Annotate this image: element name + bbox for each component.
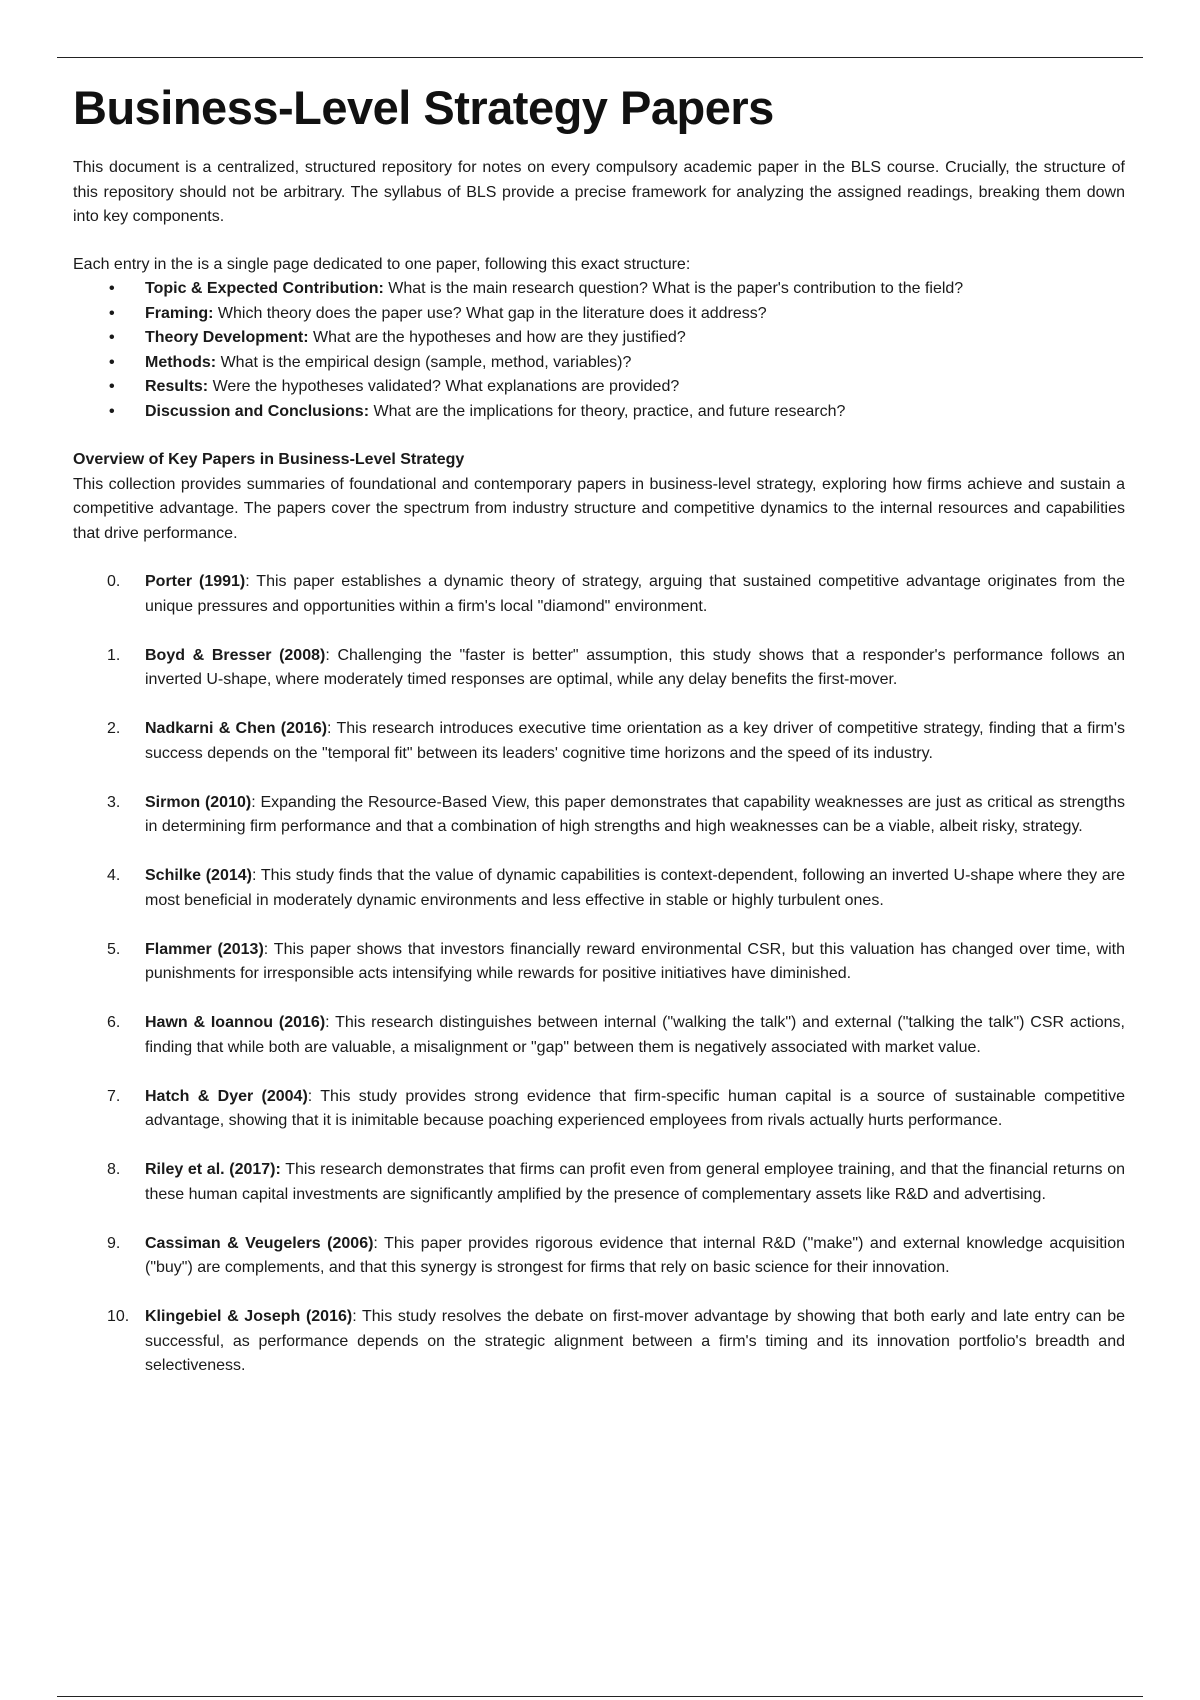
paper-reference: Hawn & Ioannou (2016): [145, 1014, 326, 1031]
paper-separator: :: [352, 1308, 357, 1325]
paper-item: [73, 644, 1125, 693]
paper-summary: This research distinguishes between internal ("walking the talk") and external ("talking the talk") CSR actions, finding that while both are valuable, a misalignment or "gap" between them is negatively associated with market value.: [145, 1014, 1126, 1056]
bullet-icon: •: [109, 329, 115, 346]
paper-reference: Porter (1991): [145, 573, 246, 590]
paper-item: [73, 938, 1125, 987]
paper-summary: Challenging the "faster is better" assumption, this study shows that a responder's performance follows an inverted U-shape, where moderately timed responses are optimal, while any delay benefits the first-mover.: [145, 646, 1125, 688]
structure-text: What are the implications for theory, practice, and future research?: [373, 402, 846, 420]
structure-text: What is the empirical design (sample, method, variables)?: [220, 353, 632, 371]
paper-number: 5.: [107, 940, 121, 958]
paper-number: 8.: [107, 1161, 121, 1178]
structure-term: Framing:: [145, 304, 214, 322]
document-body: [73, 78, 1125, 1403]
intro-paragraph: This document is a centralized, structured repository for notes on every compulsory academic paper in the BLS course. Crucially, the structure of this repository should not be arbitrary. The syllabus of BLS provide a precise framework for analyzing the assigned readings, breaking them down into key components.: [73, 159, 1125, 225]
top-rule: [57, 57, 1143, 58]
paper-item: [73, 791, 1125, 840]
paper-separator: :: [251, 793, 256, 811]
paper-number: 1.: [107, 646, 121, 664]
paper-item: [73, 570, 1125, 619]
paper-number: 2.: [107, 720, 121, 737]
structure-term: Theory Development:: [145, 329, 309, 346]
structure-item: [73, 351, 1125, 376]
paper-reference: Flammer (2013): [145, 940, 264, 958]
paper-reference: Schilke (2014): [145, 867, 252, 884]
paper-separator: :: [245, 573, 250, 590]
structure-text: Were the hypotheses validated? What explanations are provided?: [212, 378, 680, 395]
paper-separator: :: [325, 1014, 330, 1031]
paper-separator: :: [251, 867, 257, 884]
structure-text: What is the main research question? What is the paper's contribution to the field?: [388, 280, 964, 297]
paper-number: 7.: [107, 1087, 121, 1105]
paper-number: 4.: [107, 867, 121, 884]
paper-summary: This study resolves the debate on first-mover advantage by showing that both early and late entry can be successful, as performance depends on the strategic alignment between a firm's timing and its innovation portfolio's breadth and selectiveness.: [145, 1308, 1125, 1374]
bullet-icon: •: [109, 378, 115, 395]
paper-separator: :: [307, 1087, 313, 1105]
structure-item: [73, 375, 1125, 400]
bullet-icon: •: [109, 304, 115, 322]
paper-number: 9.: [107, 1234, 121, 1252]
bullet-icon: •: [109, 353, 115, 371]
paper-reference: Klingebiel & Joseph (2016): [145, 1308, 353, 1325]
paper-item: [73, 717, 1125, 766]
paper-summary: This paper establishes a dynamic theory of strategy, arguing that sustained competitive advantage originates from the unique pressures and opportunities within a firm's local "diamond" environment.: [145, 573, 1125, 615]
structure-item: [73, 326, 1125, 351]
paper-item: [73, 1085, 1125, 1134]
structure-lead: Each entry in the is a single page dedicated to one paper, following this exact structure:: [73, 255, 691, 273]
paper-separator: :: [327, 720, 332, 737]
structure-term: Results:: [145, 378, 209, 395]
paper-number: 0.: [107, 573, 121, 590]
paper-item: [73, 1305, 1125, 1379]
paper-summary: This paper provides rigorous evidence that internal R&D ("make") and external knowledge acquisition ("buy") are complements, and that this synergy is strongest for firms that rely on basic science for their innovation.: [145, 1234, 1125, 1276]
paper-separator: :: [263, 940, 269, 958]
paper-reference: Boyd & Bresser (2008): [145, 646, 326, 664]
paper-separator: :: [325, 646, 330, 664]
paper-summary: This study provides strong evidence that firm-specific human capital is a source of sustainable competitive advantage, showing that it is inimitable because poaching experienced employees from rivals actually hurts performance.: [145, 1087, 1126, 1129]
paper-summary: This study finds that the value of dynamic capabilities is context-dependent, following an inverted U-shape where they are most beneficial in moderately dynamic environments and less effective in stable or highly turbulent ones.: [145, 867, 1125, 909]
structure-term: Topic & Expected Contribution:: [145, 280, 384, 297]
paper-reference: Nadkarni & Chen (2016): [145, 720, 328, 737]
structure-item: [73, 302, 1125, 327]
bottom-rule: [57, 1696, 1143, 1697]
structure-term: Methods:: [145, 353, 217, 371]
page-title: Business-Level Strategy Papers: [73, 81, 774, 134]
overview-heading: Overview of Key Papers in Business-Level Strategy: [73, 451, 465, 468]
paper-reference: Sirmon (2010): [145, 793, 252, 811]
structure-item: [73, 277, 1125, 302]
paper-summary: This paper shows that investors financially reward environmental CSR, but this valuation has changed over time, with punishments for irresponsible acts intensifying while rewards for positive initiatives have diminished.: [145, 940, 1126, 982]
paper-number: 3.: [107, 793, 121, 811]
overview-paragraph: This collection provides summaries of foundational and contemporary papers in business-level strategy, exploring how firms achieve and sustain a competitive advantage. The papers cover the spectrum from industry structure and competitive dynamics to the internal resources and capabilities that drive performance.: [73, 475, 1125, 542]
structure-item: [73, 400, 1125, 425]
structure-text: What are the hypotheses and how are they justified?: [313, 329, 686, 346]
paper-reference: Hatch & Dyer (2004): [145, 1087, 308, 1105]
paper-summary: This research introduces executive time orientation as a key driver of competitive strategy, finding that a firm's success depends on the "temporal fit" between its leaders' cognitive time horizons and the speed of its industry.: [145, 720, 1126, 762]
paper-separator: :: [373, 1234, 378, 1252]
paper-number: 6.: [107, 1014, 121, 1031]
papers-list: [73, 570, 1125, 1379]
structure-term: Discussion and Conclusions:: [145, 402, 370, 420]
structure-list: [73, 277, 1125, 424]
paper-number: 10.: [107, 1308, 130, 1325]
bullet-icon: •: [109, 280, 115, 297]
paper-item: [73, 864, 1125, 913]
paper-summary: This research demonstrates that firms can profit even from general employee training, and that the financial returns on these human capital investments are significantly amplified by the presence of complementary assets like R&D and advertising.: [145, 1161, 1126, 1203]
paper-reference: Cassiman & Veugelers (2006): [145, 1234, 374, 1252]
paper-item: [73, 1011, 1125, 1060]
structure-text: Which theory does the paper use? What gap in the literature does it address?: [217, 304, 767, 322]
paper-reference: Riley et al. (2017):: [145, 1161, 281, 1178]
paper-summary: Expanding the Resource-Based View, this paper demonstrates that capability weaknesses are just as critical as strengths in determining firm performance and that a combination of high strengths and high weaknesses can be a viable, albeit risky, strategy.: [145, 793, 1126, 835]
paper-item: [73, 1232, 1125, 1281]
paper-item: [73, 1158, 1125, 1207]
bullet-icon: •: [109, 402, 115, 420]
